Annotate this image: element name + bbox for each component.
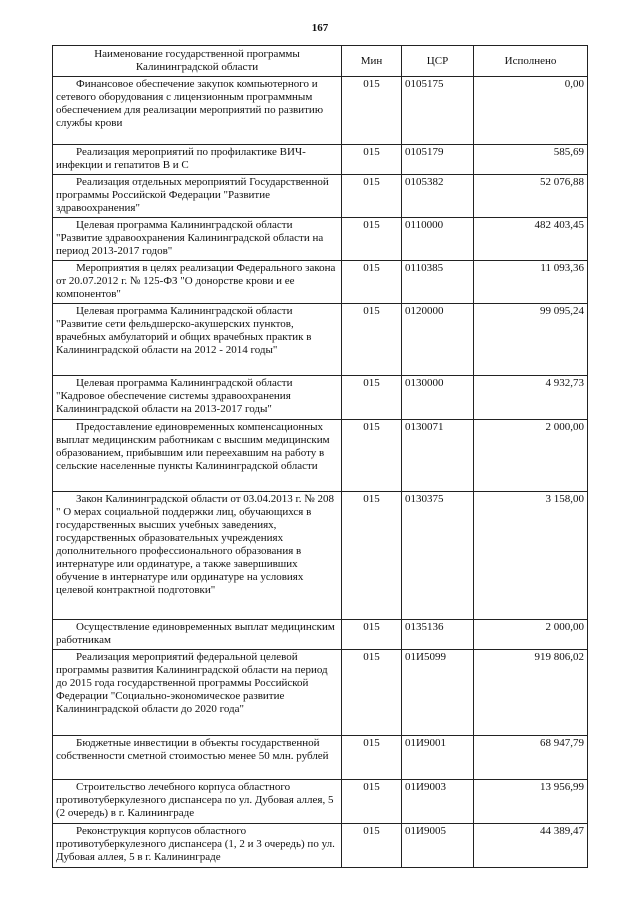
executed-amount-cell: 4 932,73 xyxy=(474,376,588,420)
budget-table xyxy=(52,45,588,868)
executed-amount-cell: 13 956,99 xyxy=(474,780,588,824)
executed-amount-cell: 482 403,45 xyxy=(474,218,588,261)
table-row xyxy=(53,620,588,650)
executed-amount-cell: 52 076,88 xyxy=(474,175,588,218)
program-name-cell: Осуществление единовременных выплат медицинским работникам xyxy=(53,620,342,650)
ministry-code-cell: 015 xyxy=(342,77,402,145)
program-name-cell: Целевая программа Калининградской области "Кадровое обеспечение системы здравоохранения Калининградской области на 2013-2017 годы" xyxy=(53,376,342,420)
csr-code-cell: 0105175 xyxy=(402,77,474,145)
ministry-code-cell: 015 xyxy=(342,824,402,868)
executed-amount-cell: 11 093,36 xyxy=(474,261,588,304)
csr-code-cell: 0135136 xyxy=(402,620,474,650)
table-row xyxy=(53,304,588,376)
table-row xyxy=(53,376,588,420)
csr-code-cell: 0120000 xyxy=(402,304,474,376)
table-row xyxy=(53,175,588,218)
executed-amount-cell: 0,00 xyxy=(474,77,588,145)
csr-code-cell: 01И9003 xyxy=(402,780,474,824)
program-name-cell: Финансовое обеспечение закупок компьютерного и сетевого оборудования с лицензионным программным обеспечением для реализации мероприятий по развитию службы крови xyxy=(53,77,342,145)
ministry-code-cell: 015 xyxy=(342,492,402,620)
program-name-cell: Реализация мероприятий федеральной целевой программы развития Калининградской области на период до 2015 года государственной программы Российской Федерации "Социально-экономическое развитие Калининградской области до 2020 года" xyxy=(53,650,342,736)
csr-code-cell: 0110000 xyxy=(402,218,474,261)
table-row xyxy=(53,780,588,824)
executed-amount-cell: 3 158,00 xyxy=(474,492,588,620)
program-name-cell: Реализация мероприятий по профилактике ВИЧ-инфекции и гепатитов В и С xyxy=(53,145,342,175)
csr-code-cell: 0105382 xyxy=(402,175,474,218)
program-name-cell: Реконструкция корпусов областного противотуберкулезного диспансера (1, 2 и 3 очередь) по ул. Дубовая аллея, 5 в г. Калининграде xyxy=(53,824,342,868)
csr-code-cell: 0130071 xyxy=(402,420,474,492)
table-row xyxy=(53,261,588,304)
executed-amount-cell: 44 389,47 xyxy=(474,824,588,868)
table-row xyxy=(53,145,588,175)
table-header-row xyxy=(53,46,588,77)
csr-code-cell: 0110385 xyxy=(402,261,474,304)
program-name-cell: Целевая программа Калининградской области "Развитие здравоохранения Калининградской области на период 2013-2017 годов" xyxy=(53,218,342,261)
header-executed: Исполнено xyxy=(474,46,588,77)
executed-amount-cell: 2 000,00 xyxy=(474,620,588,650)
ministry-code-cell: 015 xyxy=(342,736,402,780)
csr-code-cell: 0130375 xyxy=(402,492,474,620)
csr-code-cell: 0130000 xyxy=(402,376,474,420)
executed-amount-cell: 585,69 xyxy=(474,145,588,175)
ministry-code-cell: 015 xyxy=(342,376,402,420)
header-csr: ЦСР xyxy=(402,46,474,77)
executed-amount-cell: 919 806,02 xyxy=(474,650,588,736)
table-row xyxy=(53,492,588,620)
program-name-cell: Строительство лечебного корпуса областного противотуберкулезного диспансера по ул. Дубовая аллея, 5 (2 очередь) в г. Калининграде xyxy=(53,780,342,824)
executed-amount-cell: 99 095,24 xyxy=(474,304,588,376)
table-row xyxy=(53,650,588,736)
csr-code-cell: 01И5099 xyxy=(402,650,474,736)
header-program-name: Наименование государственной программы Калининградской области xyxy=(53,46,342,77)
ministry-code-cell: 015 xyxy=(342,145,402,175)
header-ministry: Мин xyxy=(342,46,402,77)
executed-amount-cell: 2 000,00 xyxy=(474,420,588,492)
table-row xyxy=(53,824,588,868)
csr-code-cell: 01И9001 xyxy=(402,736,474,780)
ministry-code-cell: 015 xyxy=(342,261,402,304)
program-name-cell: Предоставление единовременных компенсационных выплат медицинским работникам с высшим медицинским образованием, прибывшим или переехавшим на работу в сельские населенные пункты Калининградской области xyxy=(53,420,342,492)
csr-code-cell: 0105179 xyxy=(402,145,474,175)
program-name-cell: Закон Калининградской области от 03.04.2013 г. № 208 " О мерах социальной поддержки лиц, обучающихся в государственных высших учебных заведениях, государственных образовательных учреждениях дополнительного профессионального образования в интернатуре или ординатуре, а также завершивших обучение в интернатуре или ординатуре на условиях целевой контрактной подготовки" xyxy=(53,492,342,620)
table-row xyxy=(53,218,588,261)
ministry-code-cell: 015 xyxy=(342,218,402,261)
executed-amount-cell: 68 947,79 xyxy=(474,736,588,780)
program-name-cell: Бюджетные инвестиции в объекты государственной собственности сметной стоимостью менее 50 млн. рублей xyxy=(53,736,342,780)
table-row xyxy=(53,420,588,492)
ministry-code-cell: 015 xyxy=(342,780,402,824)
program-name-cell: Целевая программа Калининградской области "Развитие сети фельдшерско-акушерских пунктов, врачебных амбулаторий и общих врачебных практик в Калининградской области на 2012 - 2014 годы" xyxy=(53,304,342,376)
page-number: 167 xyxy=(311,22,329,34)
ministry-code-cell: 015 xyxy=(342,304,402,376)
program-name-cell: Мероприятия в целях реализации Федерального закона от 20.07.2012 г. № 125-ФЗ "О донорстве крови и ее компонентов" xyxy=(53,261,342,304)
table-row xyxy=(53,736,588,780)
program-name-cell: Реализация отдельных мероприятий Государственной программы Российской Федерации "Развитие здравоохранения" xyxy=(53,175,342,218)
table-row xyxy=(53,77,588,145)
ministry-code-cell: 015 xyxy=(342,620,402,650)
ministry-code-cell: 015 xyxy=(342,650,402,736)
ministry-code-cell: 015 xyxy=(342,175,402,218)
csr-code-cell: 01И9005 xyxy=(402,824,474,868)
ministry-code-cell: 015 xyxy=(342,420,402,492)
